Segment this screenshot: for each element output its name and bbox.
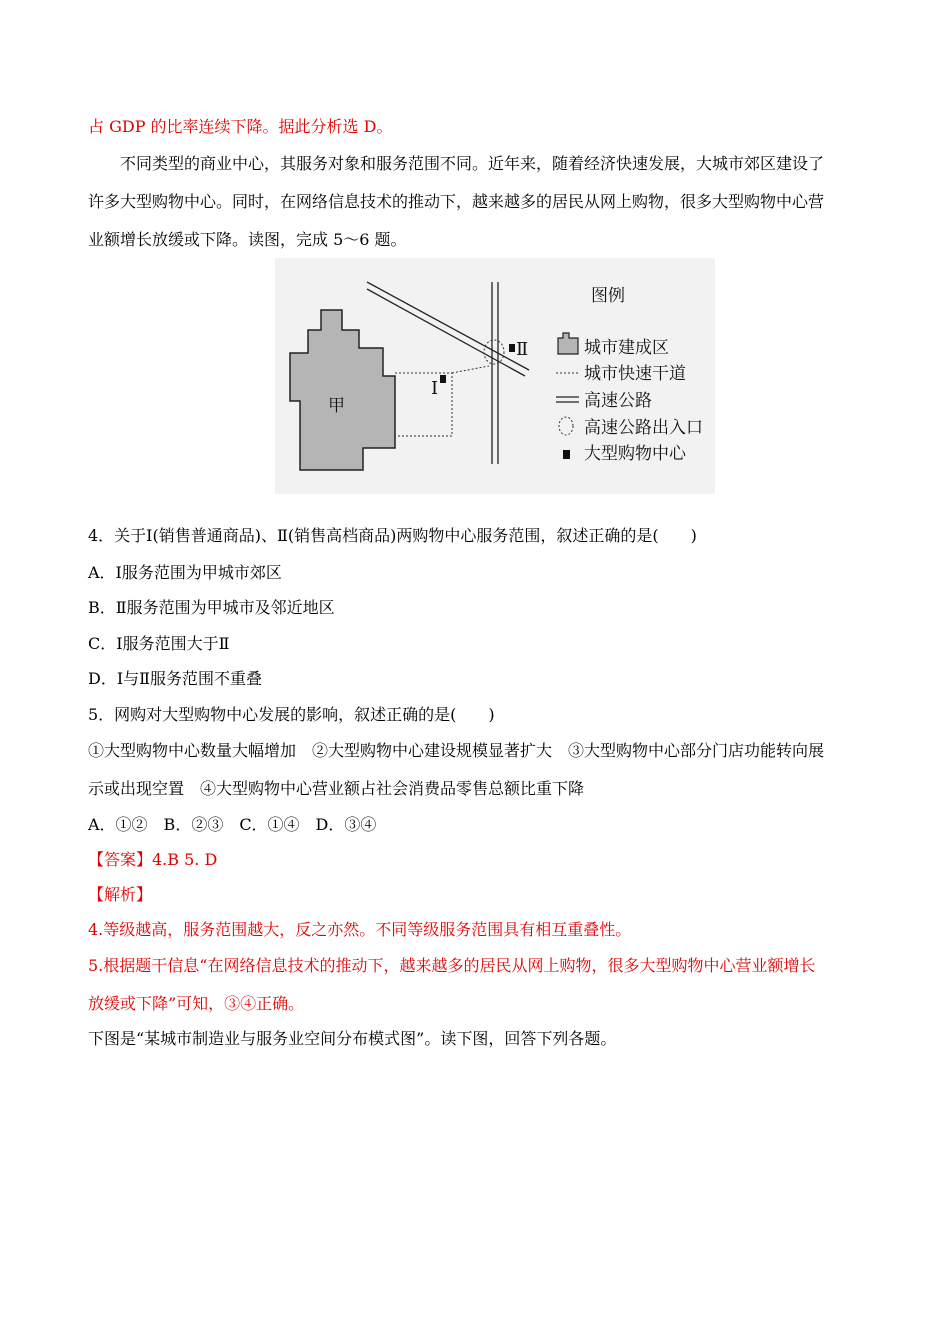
next-intro: 下图是“某城市制造业与服务业空间分布模式图”。读下图，回答下列各题。 xyxy=(88,1029,617,1048)
passage-line-3: 业额增长放缓或下降。读图，完成 5～6 题。 xyxy=(88,230,407,249)
city-label: 甲 xyxy=(328,396,345,416)
legend-title: 图例 xyxy=(591,286,625,306)
q4-option-b: B．Ⅱ服务范围为甲城市及邻近地区 xyxy=(88,598,335,617)
answer: 【答案】4.B 5. D xyxy=(88,850,218,869)
q4-option-c: C．Ⅰ服务范围大于Ⅱ xyxy=(88,634,230,653)
analysis-heading: 【解析】 xyxy=(88,885,153,904)
mall-2-label: Ⅱ xyxy=(516,339,529,360)
analysis-line-2: 5.根据题干信息“在网络信息技术的推动下，越来越多的居民从网上购物，很多大型购物中心营业额增长 xyxy=(88,956,816,975)
analysis-line-3: 放缓或下降”可知，③④正确。 xyxy=(88,994,305,1013)
mall-1-marker xyxy=(440,375,446,383)
mall-1-label: Ⅰ xyxy=(431,378,439,399)
legend-exit-label: 高速公路出入口 xyxy=(584,418,703,438)
q4-option-d: D．Ⅰ与Ⅱ服务范围不重叠 xyxy=(88,669,263,688)
q5-statements-2: 示或出现空置 ④大型购物中心营业额占社会消费品零售总额比重下降 xyxy=(88,779,585,798)
mall-2-marker xyxy=(509,344,515,352)
passage-line-1: 不同类型的商业中心，其服务对象和服务范围不同。近年来，随着经济快速发展，大城市郊区建设了 xyxy=(120,154,825,173)
q5-stem: 5．网购对大型购物中心发展的影响，叙述正确的是( ) xyxy=(88,705,495,724)
q5-options: A．①② B．②③ C．①④ D．③④ xyxy=(88,815,377,834)
intro-red: 占 GDP 的比率连续下降。据此分析选 D。 xyxy=(88,117,393,136)
q5-statements-1: ①大型购物中心数量大幅增加 ②大型购物中心建设规模显著扩大 ③大型购物中心部分门店功能转向展 xyxy=(88,741,825,760)
analysis-line-1: 4.等级越高，服务范围越大，反之亦然。不同等级服务范围具有相互重叠性。 xyxy=(88,920,632,939)
legend-highway-label: 高速公路 xyxy=(584,391,652,411)
legend-mall-label: 大型购物中心 xyxy=(584,444,686,464)
q4-stem: 4．关于Ⅰ(销售普通商品)、Ⅱ(销售高档商品)两购物中心服务范围，叙述正确的是( ) xyxy=(88,526,697,545)
map-figure xyxy=(275,258,715,494)
legend-mall-icon xyxy=(563,450,570,459)
map-svg xyxy=(275,258,715,494)
passage-line-2: 许多大型购物中心。同时，在网络信息技术的推动下，越来越多的居民从网上购物，很多大型购物中心营 xyxy=(88,192,825,211)
q4-option-a: A．Ⅰ服务范围为甲城市郊区 xyxy=(88,563,282,582)
legend-built-area-label: 城市建成区 xyxy=(584,338,669,358)
legend-arterial-label: 城市快速干道 xyxy=(584,364,686,384)
